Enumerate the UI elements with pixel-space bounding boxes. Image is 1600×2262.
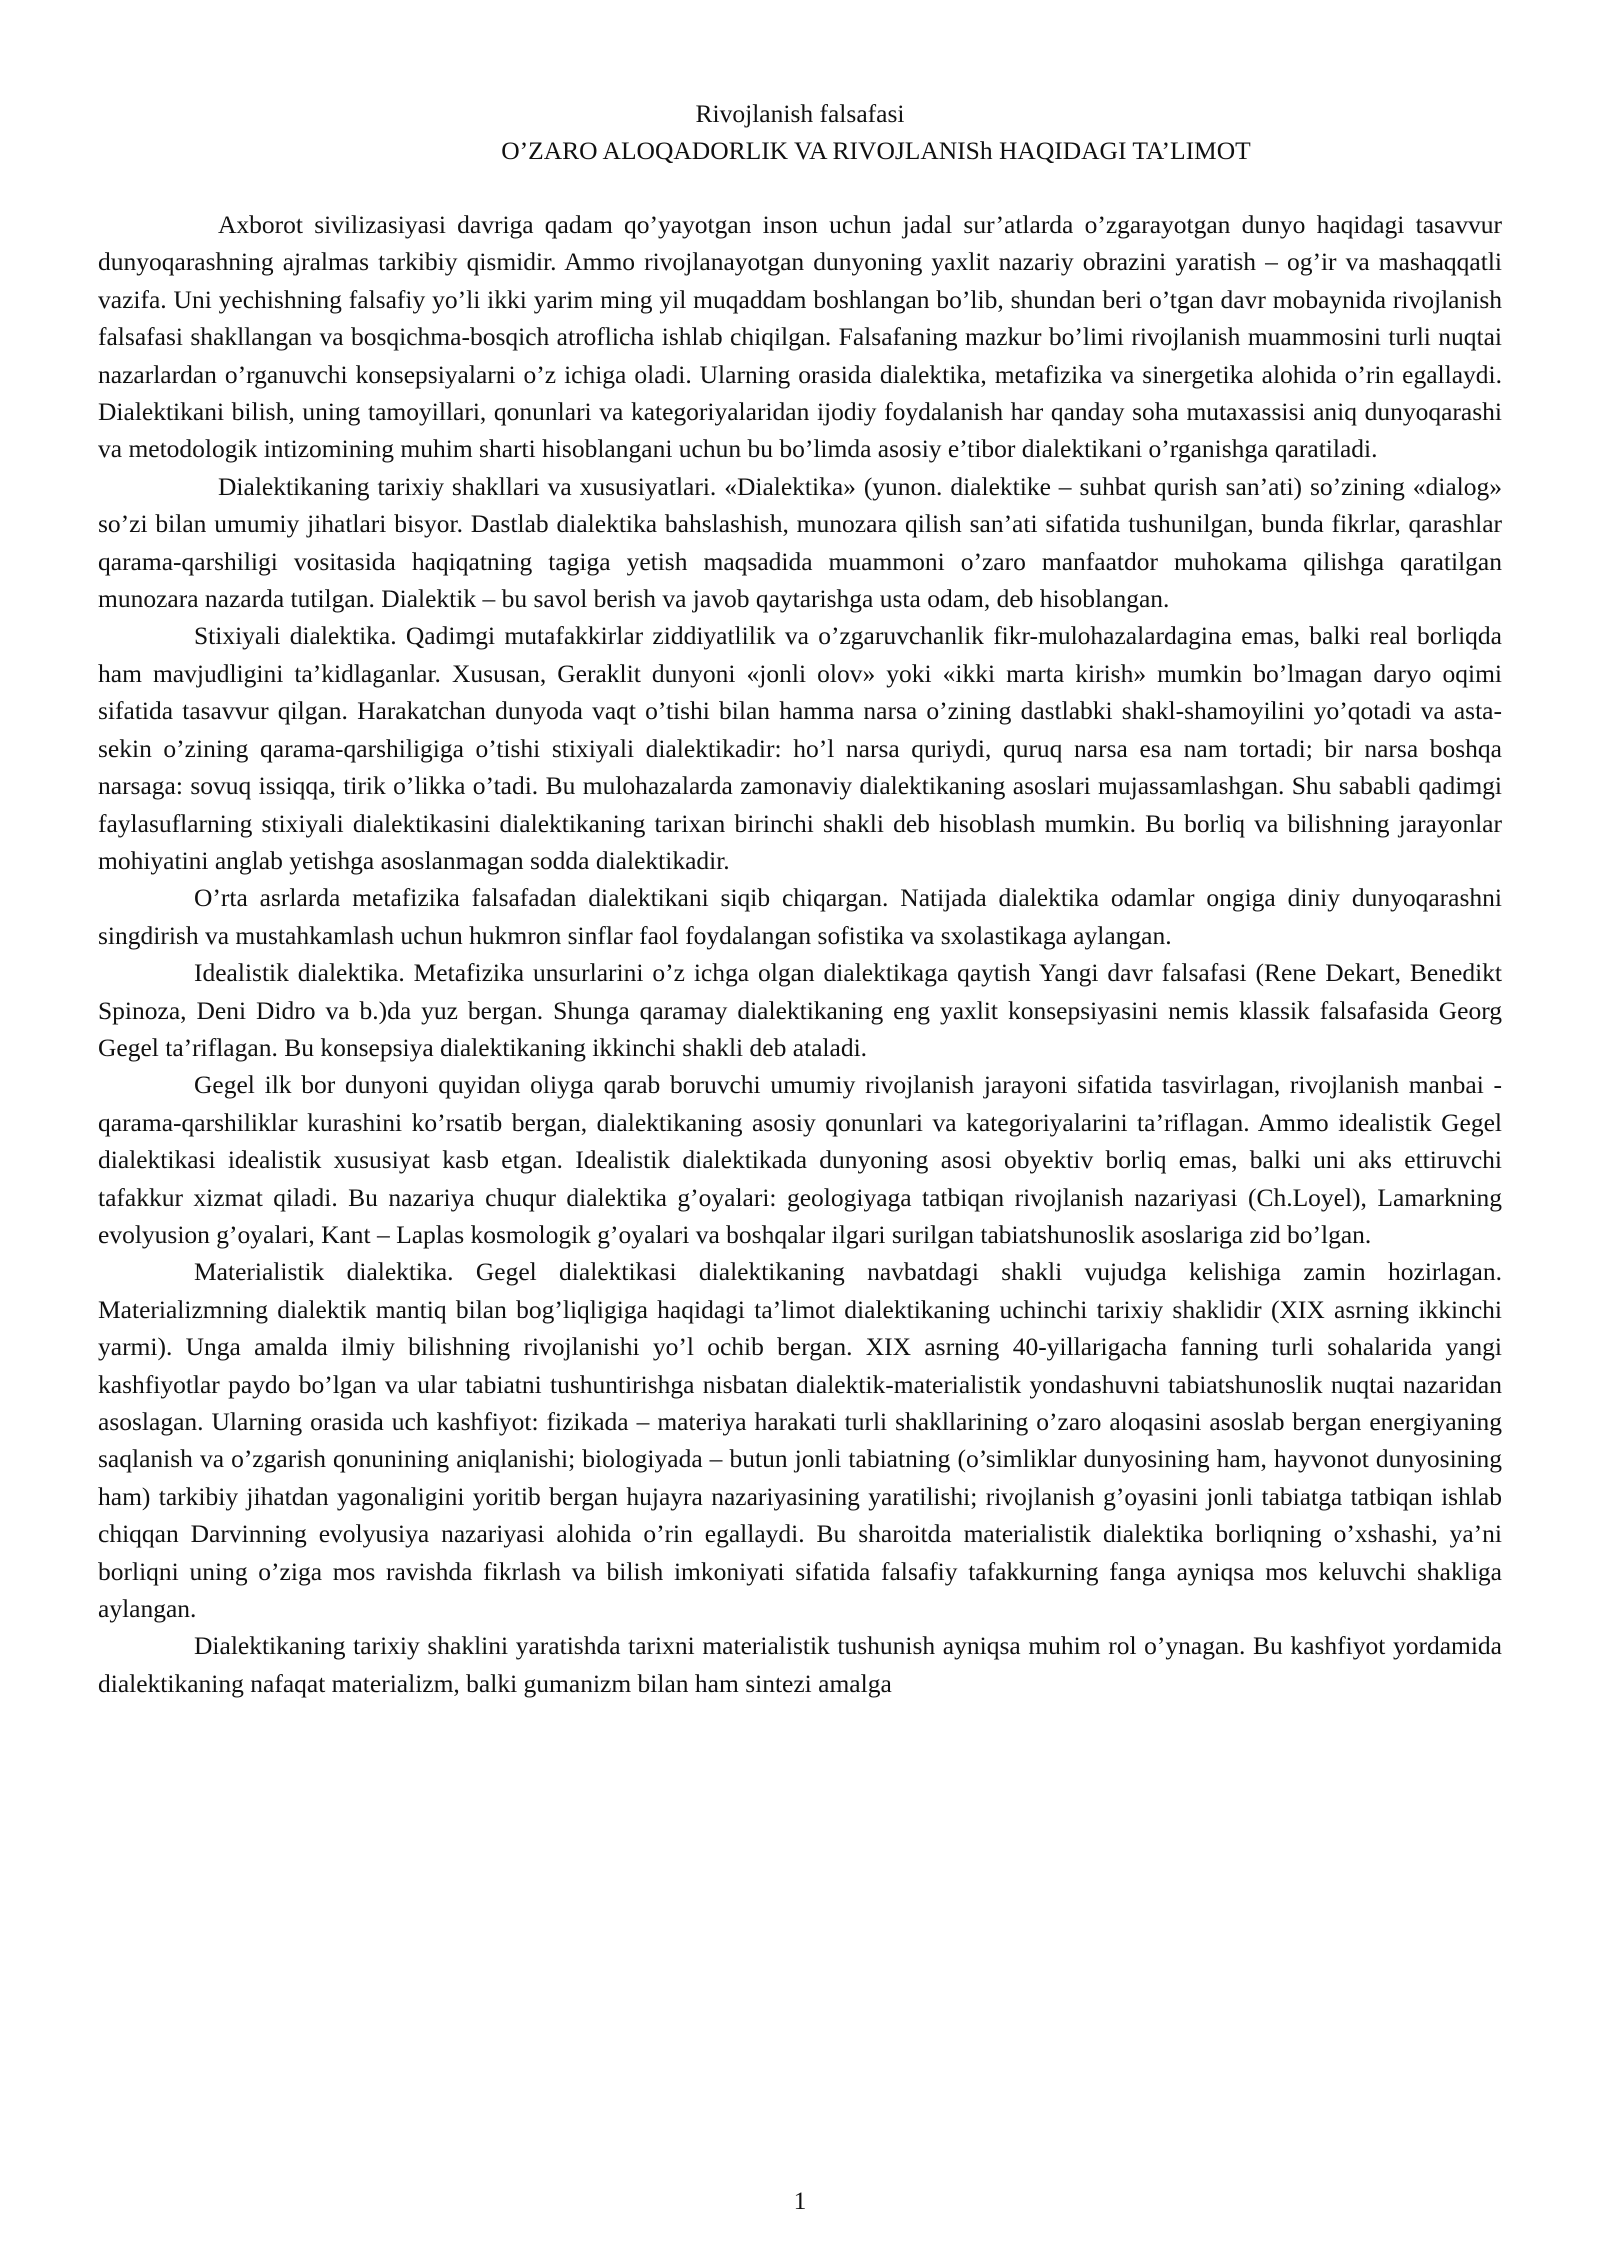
document-header (98, 95, 1502, 169)
paragraph-historical-materialism: Dialektikaning tarixiy shaklini yaratishda tarixni materialistik tushunish ayniqsa muhim rol o’ynagan. Bu kashfiyot yordamida dialektikaning nafaqat materializm, balki gumanizm bilan ham sintezi amalga (98, 1631, 1502, 1698)
paragraph-idealistic-dialectics: Idealistik dialektika. Metafizika unsurlarini o’z ichga olgan dialektikaga qaytish Yangi davr falsafasi (Rene Dekart, Benedikt Spinoza, Deni Didro va b.)da yuz bergan. Shunga qaramay dialektikaning eng yaxlit konsepsiyasini nemis klassik falsafasida Georg Gegel ta’riflagan. Bu konsepsiya dialektikaning ikkinchi shakli deb ataladi. (98, 958, 1502, 1062)
paragraph-middle-ages: O’rta asrlarda metafizika falsafadan dialektikani siqib chiqargan. Natijada dialektika odamlar ongiga diniy dunyoqarashni singdirish va mustahkamlash uchun hukmron sinflar faol foydalangan sofistika va sxolastikaga aylangan. (98, 883, 1502, 950)
document-page (98, 95, 1502, 1702)
document-title: O’ZARO ALOQADORLIK VA RIVOJLANISh HAQIDAGI TA’LIMOT (501, 136, 1251, 165)
document-body (98, 206, 1502, 1702)
paragraph-hegel: Gegel ilk bor dunyoni quyidan oliyga qarab boruvchi umumiy rivojlanish jarayoni sifatida tasvirlagan, rivojlanish manbai - qarama-qarshiliklar kurashini ko’rsatib bergan, dialektikaning asosiy qonunlari va kategoriyalarini ta’riflagan. Ammo idealistik Gegel dialektikasi idealistik xususiyat kasb etgan. Idealistik dialektikada dunyoning asosi obyektiv borliq emas, balki uni aks ettiruvchi tafakkur xizmat qiladi. Bu nazariya chuqur dialektika g’oyalari: geologiyaga tatbiqan rivojlanish nazariyasi (Ch.Loyel), Lamarkning evolyusion g’oyalari, Kant – Laplas kosmologik g’oyalari va boshqalar ilgari surilgan tabiatshunoslik asoslariga zid bo’lgan. (98, 1070, 1502, 1249)
paragraph-intro: Axborot sivilizasiyasi davriga qadam qo’yayotgan inson uchun jadal sur’atlarda o’zgarayotgan dunyo haqidagi tasavvur dunyoqarashning ajralmas tarkibiy qismidir. Ammo rivojlanayotgan dunyoning yaxlit nazariy obrazini yaratish – og’ir va mashaqqatli vazifa. Uni yechishning falsafiy yo’li ikki yarim ming yil muqaddam boshlangan bo’lib, shundan beri o’tgan davr mobaynida rivojlanish falsafasi shakllangan va bosqichma-bosqich atroflicha ishlab chiqilgan. Falsafaning mazkur bo’limi rivojlanish muammosini turli nuqtai nazarlardan o’rganuvchi konsepsiyalarni o’z ichiga oladi. Ularning orasida dialektika, metafizika va sinergetika alohida o’rin egallaydi. Dialektikani bilish, uning tamoyillari, qonunlari va kategoriyalaridan ijodiy foydalanish har qanday soha mutaxassisi aniq dunyoqarashi va metodologik intizomining muhim sharti hisoblangani uchun bu bo’limda asosiy e’tibor dialektikani o’rganishga qaratiladi. (98, 210, 1502, 464)
paragraph-spontaneous-dialectics: Stixiyali dialektika. Qadimgi mutafakkirlar ziddiyatlilik va o’zgaruvchanlik fikr-mulohazalardagina emas, balki real borliqda ham mavjudligini ta’kidlaganlar. Xususan, Geraklit dunyoni «jonli olov» yoki «ikki marta kirish» mumkin bo’lmagan daryo oqimi sifatida tasavvur qilgan. Harakatchan dunyoda vaqt o’tishi bilan hamma narsa o’zining dastlabki shakl-shamoyilini yo’qotadi va asta-sekin o’zining qarama-qarshiligiga o’tishi stixiyali dialektikadir: ho’l narsa quriydi, quruq narsa esa nam tortadi; bir narsa boshqa narsaga: sovuq issiqqa, tirik o’likka o’tadi. Bu mulohazalarda zamonaviy dialektikaning asoslari mujassamlashgan. Shu sababli qadimgi faylasuflarning stixiyali dialektikasini dialektikaning tarixan birinchi shakli deb hisoblash mumkin. Bu borliq va bilishning jarayonlar mohiyatini anglab yetishga asoslanmagan sodda dialektikadir. (98, 621, 1502, 875)
document-subtitle: Rivojlanish falsafasi (695, 99, 905, 128)
paragraph-materialistic-dialectics: Materialistik dialektika. Gegel dialektikasi dialektikaning navbatdagi shakli vujudga kelishiga zamin hozirlagan. Materializmning dialektik mantiq bilan bog’liqligiga haqidagi ta’limot dialektikaning uchinchi tarixiy shaklidir (XIX asrning ikkinchi yarmi). Unga amalda ilmiy bilishning rivojlanishi yo’l ochib bergan. XIX asrning 40-yillarigacha fanning turli sohalarida yangi kashfiyotlar paydo bo’lgan va ular tabiatni tushuntirishga nisbatan dialektik-materialistik yondashuvni tabiatshunoslik nuqtai nazaridan asoslagan. Ularning orasida uch kashfiyot: fizikada – materiya harakati turli shakllarining o’zaro aloqasini asoslab bergan energiyaning saqlanish va o’zgarish qonunining aniqlanishi; biologiyada – butun jonli tabiatning (o’simliklar dunyosining ham, hayvonot dunyosining ham) tarkibiy jihatdan yagonaligini yoritib bergan hujayra nazariyasining yaratilishi; rivojlanish g’oyasini jonli tabiatga tatbiqan ishlab chiqqan Darvinning evolyusiya nazariyasi alohida o’rin egallaydi. Bu sharoitda materialistik dialektika borliqning o’xshashi, ya’ni borliqni uning o’ziga mos ravishda fikrlash va bilish imkoniyati sifatida falsafiy tafakkurning fanga ayniqsa mos keluvchi shakliga aylangan. (98, 1257, 1502, 1624)
paragraph-historical-forms: Dialektikaning tarixiy shakllari va xususiyatlari. «Dialektika» (yunon. dialektike – suhbat qurish san’ati) so’zining «dialog» so’zi bilan umumiy jihatlari bisyor. Dastlab dialektika bahslashish, munozara qilish san’ati sifatida tushunilgan, bunda fikrlar, qarashlar qarama-qarshiligi vositasida haqiqatning tagiga yetish maqsadida muammoni o’zaro manfaatdor muhokama qilishga qaratilgan munozara nazarda tutilgan. Dialektik – bu savol berish va javob qaytarishga usta odam, deb hisoblangan. (98, 471, 1502, 614)
page-number: 1 (793, 2186, 807, 2215)
